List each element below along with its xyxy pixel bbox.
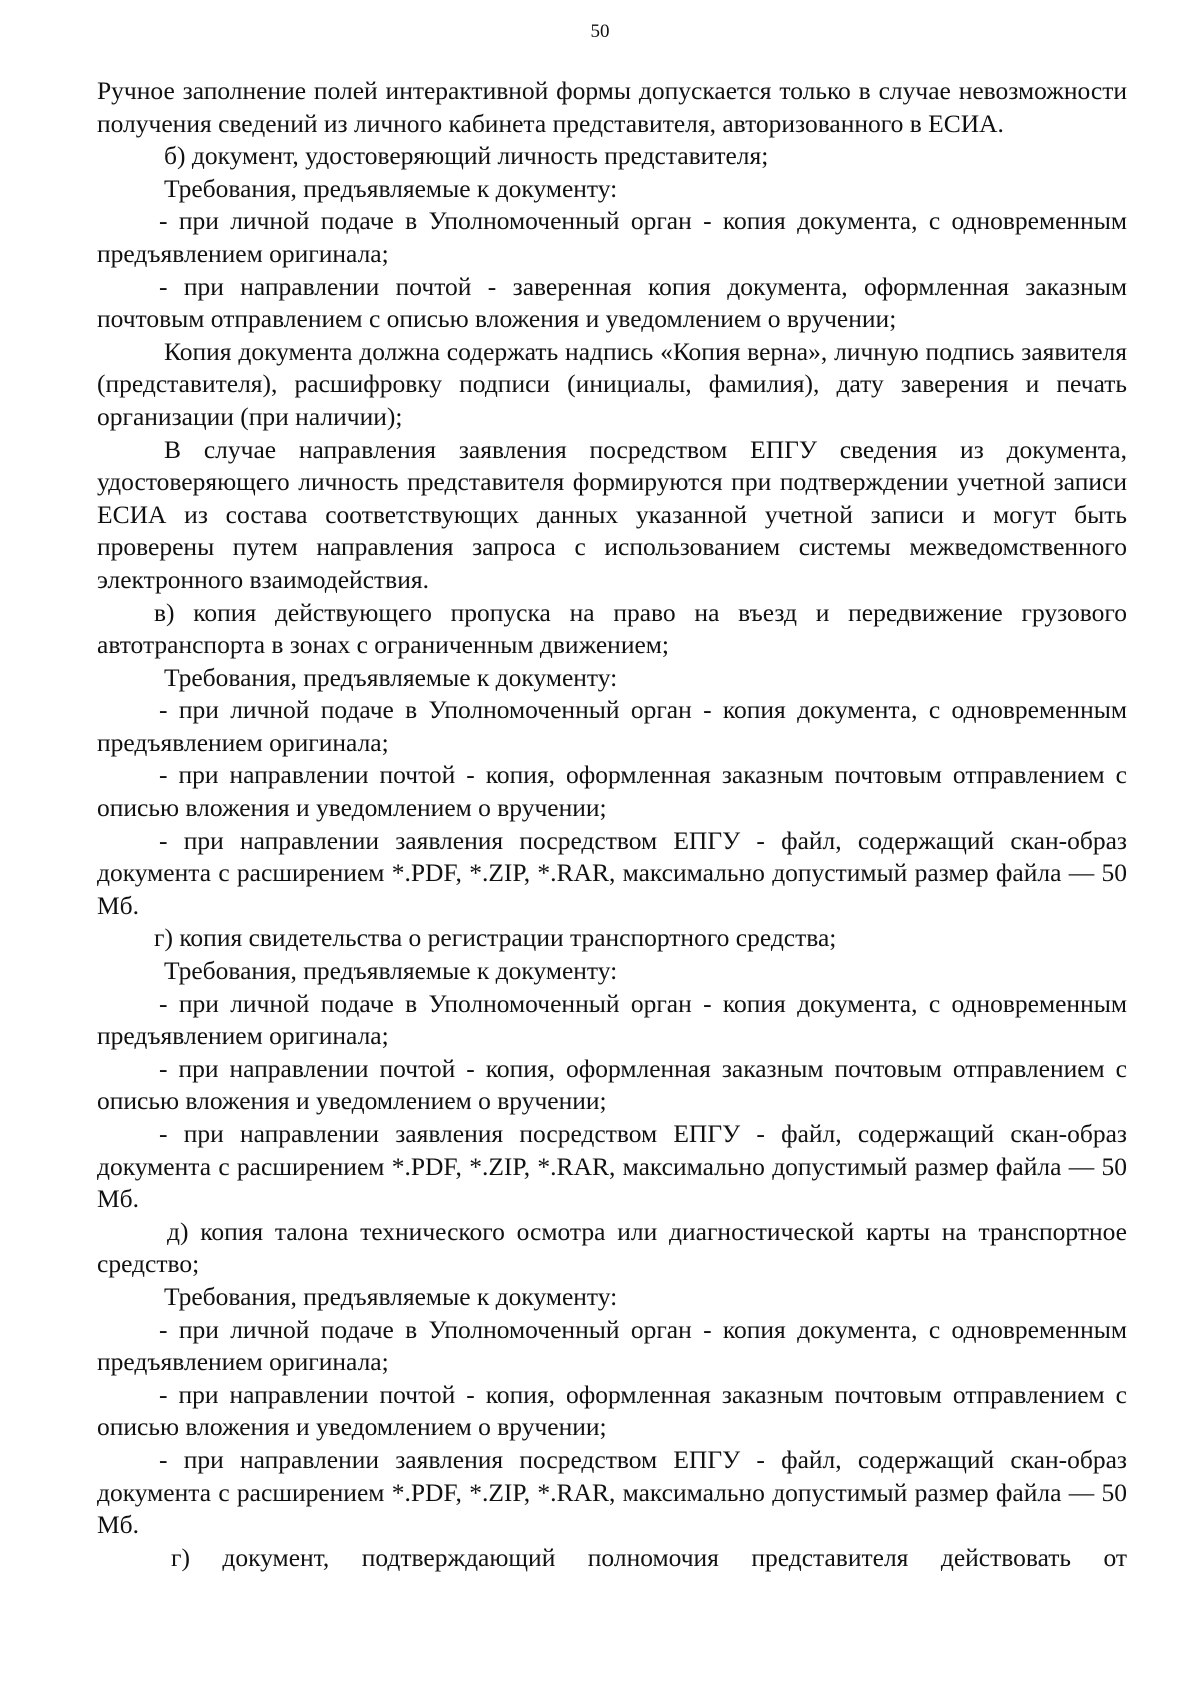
paragraph: Требования, предъявляемые к документу: bbox=[164, 173, 618, 203]
paragraph: Требования, предъявляемые к документу: bbox=[164, 1281, 618, 1311]
paragraph: - при личной подаче в Уполномоченный орган - копия документа, с одновременным предъявлением оригинала; bbox=[97, 1314, 1127, 1377]
page-number: 50 bbox=[590, 21, 610, 42]
paragraph: - при личной подаче в Уполномоченный орган - копия документа, с одновременным предъявлением оригинала; bbox=[97, 988, 1127, 1051]
paragraph: г) копия свидетельства о регистрации транспортного средства; bbox=[154, 923, 837, 953]
paragraph: Требования, предъявляемые к документу: bbox=[164, 662, 618, 692]
paragraph: д) копия талона технического осмотра или диагностической карты на транспортное средство; bbox=[97, 1216, 1127, 1279]
paragraph: - при направлении почтой - копия, оформленная заказным почтовым отправлением с описью вложения и уведомлением о вручении; bbox=[97, 1053, 1127, 1116]
paragraph: - при направлении почтой - копия, оформленная заказным почтовым отправлением с описью вложения и уведомлением о вручении; bbox=[97, 1379, 1127, 1442]
paragraph: б) документ, удостоверяющий личность представителя; bbox=[164, 141, 769, 171]
paragraph: - при личной подаче в Уполномоченный орган - копия документа, с одновременным предъявлением оригинала; bbox=[97, 206, 1127, 268]
paragraph: Ручное заполнение полей интерактивной формы допускается только в случае невозможности получения сведений из личного кабинета представителя, авторизованного в ЕСИА. bbox=[97, 76, 1127, 138]
paragraph: В случае направления заявления посредством ЕПГУ сведения из документа, удостоверяющего личность представителя формируются при подтверждении учетной записи ЕСИА из состава соответствующих данных указанной учетной записи и могут быть проверены путем направления запроса с использованием системы межведомственного электронного взаимодействия. bbox=[97, 434, 1127, 594]
document-body bbox=[97, 75, 1127, 1574]
paragraph: - при личной подаче в Уполномоченный орган - копия документа, с одновременным предъявлением оригинала; bbox=[97, 695, 1127, 757]
paragraph: - при направлении заявления посредством ЕПГУ - файл, содержащий скан-образ документа с расширением *.PDF, *.ZIP, *.RAR, максимально допустимый размер файла — 50 Мб. bbox=[97, 1119, 1127, 1214]
paragraph: г) документ, подтверждающий полномочия представителя действовать от bbox=[171, 1542, 1127, 1572]
paragraph: Копия документа должна содержать надпись «Копия верна», личную подпись заявителя (представителя), расшифровку подписи (инициалы, фамилия), дату заверения и печать организации (при наличии); bbox=[97, 336, 1127, 431]
paragraph: - при направлении почтой - копия, оформленная заказным почтовым отправлением с описью вложения и уведомлением о вручении; bbox=[97, 760, 1127, 823]
paragraph: - при направлении почтой - заверенная копия документа, оформленная заказным почтовым отправлением с описью вложения и уведомлением о вручении; bbox=[97, 271, 1127, 334]
paragraph: - при направлении заявления посредством ЕПГУ - файл, содержащий скан-образ документа с расширением *.PDF, *.ZIP, *.RAR, максимально допустимый размер файла — 50 Мб. bbox=[97, 1444, 1127, 1540]
paragraph: в) копия действующего пропуска на право на въезд и передвижение грузового автотранспорта в зонах с ограниченным движением; bbox=[97, 597, 1127, 660]
paragraph: - при направлении заявления посредством ЕПГУ - файл, содержащий скан-образ документа с расширением *.PDF, *.ZIP, *.RAR, максимально допустимый размер файла — 50 Мб. bbox=[97, 825, 1127, 920]
paragraph: Требования, предъявляемые к документу: bbox=[164, 956, 618, 986]
